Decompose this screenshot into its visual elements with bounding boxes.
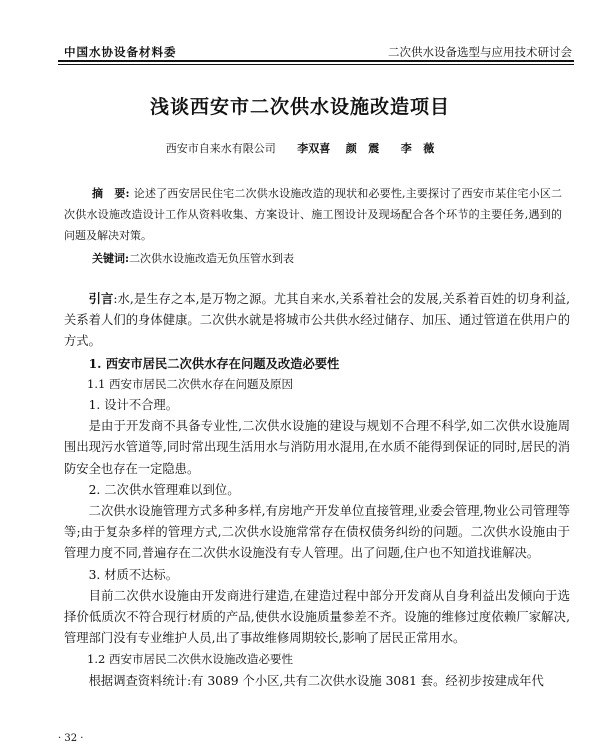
item-title: 2. 二次供水管理难以到位。 xyxy=(88,482,240,497)
paragraph: 根据调查资料统计:有 3089 个小区,共有二次供水设施 3081 套。经初步按建成年代 xyxy=(88,673,544,688)
author-name: 李 xyxy=(400,142,412,155)
keywords xyxy=(64,250,562,268)
item-title: 1. 设计不合理。 xyxy=(88,398,179,413)
intro-text: :水,是生存之本,是万物之源。尤其自来水,关系着社会的发展,关系着百姓的切身利益,关系着人们的身体健康。二次供水就是将城市公共供水经过储存、加压、通过管道在供用户的方式。 xyxy=(64,292,570,349)
keywords-label: 关键词: xyxy=(92,252,130,265)
author-name: 震 xyxy=(368,142,380,155)
organization: 西安市自来水有限公司 xyxy=(165,142,276,155)
subsection-heading: 1.1 西安市居民二次供水存在问题及原因 xyxy=(87,376,293,391)
item-title: 3. 材质不达标。 xyxy=(88,567,179,582)
running-header xyxy=(64,44,572,60)
paragraph: 目前二次供水设施由开发商进行建造,在建造过程中部分开发商从自身利益出发倾向于选择价低质次不符合现行材质的产品,使供水设施质量参差不齐。设施的维修过度依赖厂家解决,管理部门没有专业维护人员,出了事故维修周期较长,影响了居民正常用水。 xyxy=(64,588,570,646)
author-line xyxy=(0,140,600,156)
intro-paragraph xyxy=(64,288,570,353)
author-name: 颜 xyxy=(345,142,357,155)
abstract-text: 论述了西安居民住宅二次供水设施改造的现状和必要性,主要探讨了西安市某住宅小区二次供水设施改造设计工作从资料收集、方案设计、施工图设计及现场配合各个环节的主要任务,遇到的问题及解决对策。 xyxy=(64,187,562,242)
subsection-heading: 1.2 西安市居民二次供水设施改造必要性 xyxy=(87,652,293,667)
section-heading: 1. 西安市居民二次供水存在问题及改造必要性 xyxy=(88,355,340,371)
page-number: · 32 · xyxy=(58,733,84,744)
paragraph: 是由于开发商不具备专业性,二次供水设施的建设与规划不合理不科学,如二次供水设施周围出现污水管道等,同时常出现生活用水与消防用水混用,在水质不能得到保证的同时,居民的消防安全也存在一定隐患。 xyxy=(64,419,570,476)
header-left: 中国水协设备材料委 xyxy=(64,45,177,59)
article-body xyxy=(64,288,570,692)
paragraph: 二次供水设施管理方式多种多样,有房地产开发单位直接管理,业委会管理,物业公司管理等等;由于复杂多样的管理方式,二次供水设施常常存在债权债务纠纷的问题。二次供水设施由于管理力度不同,普遍存在二次供水设施没有专人管理。出了问题,住户也不知道找谁解决。 xyxy=(64,504,570,561)
author-name: 薇 xyxy=(423,142,435,155)
header-rule-thick xyxy=(58,60,574,62)
header-right: 二次供水设备选型与应用技术研讨会 xyxy=(388,45,572,59)
abstract-label: 摘 要: xyxy=(92,187,130,200)
abstract xyxy=(64,183,562,246)
header-rule-thin xyxy=(58,64,574,65)
keywords-text: 二次供水设施改造无负压管水到表 xyxy=(129,252,295,265)
intro-label: 引言 xyxy=(88,291,114,306)
article-title: 浅谈西安市二次供水设施改造项目 xyxy=(149,96,450,118)
author-name: 李双喜 xyxy=(297,142,331,155)
